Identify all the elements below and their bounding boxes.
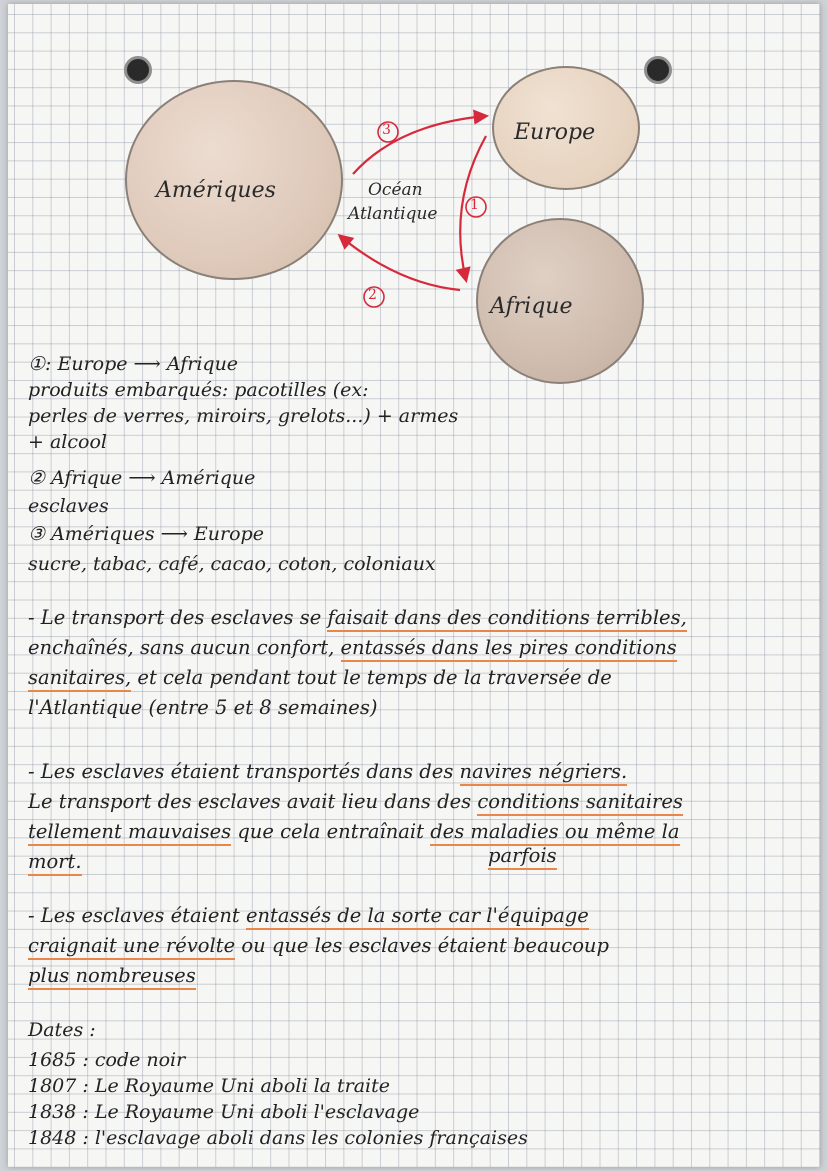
- leg1-text-line1: produits embarqués: pacotilles (ex:: [28, 379, 369, 401]
- para1-line3: sanitaires, et cela pendant tout le temps de la traversée de: [28, 666, 612, 690]
- leg1-text-line3: + alcool: [28, 431, 107, 453]
- para2-line4: mort.: [28, 850, 82, 874]
- dates-heading: Dates :: [28, 1019, 96, 1041]
- para1-line1: - Le transport des esclaves se faisait dans des conditions terribles,: [28, 606, 687, 630]
- para1-line2: enchaînés, sans aucun confort, entassés dans les pires conditions: [28, 636, 677, 660]
- map-label-europe: Europe: [514, 120, 596, 145]
- step-number-2: 2: [368, 287, 377, 303]
- leg2-heading: ② Afrique ⟶ Amérique: [28, 467, 256, 489]
- para3-line2: craignait une révolte ou que les esclaves étaient beaucoup: [28, 934, 609, 958]
- arrow-americas-to-europe: [353, 116, 486, 174]
- date-item: 1685 : code noir: [28, 1049, 186, 1071]
- step-number-3: 3: [382, 122, 391, 138]
- arrow-africa-to-americas: [340, 236, 460, 290]
- map-label-ocean-line1: Océan: [368, 180, 423, 200]
- para3-line3: plus nombreuses: [28, 964, 196, 988]
- map-label-ocean-line2: Atlantique: [348, 204, 438, 224]
- step-number-1: 1: [470, 197, 479, 213]
- map-label-americas: Amériques: [156, 178, 276, 203]
- para2-line3: tellement mauvaises que cela entraînait des maladies ou même la: [28, 820, 680, 844]
- para2-insert-parfois: parfois: [488, 844, 557, 868]
- date-item: 1848 : l'esclavage aboli dans les colonies françaises: [28, 1127, 528, 1149]
- map-label-africa: Afrique: [490, 294, 573, 319]
- date-item: 1838 : Le Royaume Uni aboli l'esclavage: [28, 1101, 420, 1123]
- leg2-text-line1: esclaves: [28, 495, 109, 517]
- notebook-page: [8, 4, 820, 1167]
- leg1-heading: ①: Europe ⟶ Afrique: [28, 353, 239, 375]
- para2-line1: - Les esclaves étaient transportés dans des navires négriers.: [28, 760, 627, 784]
- leg3-heading: ③ Amériques ⟶ Europe: [28, 523, 264, 545]
- para2-line2: Le transport des esclaves avait lieu dans des conditions sanitaires: [28, 790, 683, 814]
- para1-line4: l'Atlantique (entre 5 et 8 semaines): [28, 696, 378, 719]
- leg3-text-line1: sucre, tabac, café, cacao, coton, coloniaux: [28, 553, 436, 575]
- para3-line1: - Les esclaves étaient entassés de la sorte car l'équipage: [28, 904, 589, 928]
- date-item: 1807 : Le Royaume Uni aboli la traite: [28, 1075, 391, 1097]
- leg1-text-line2: perles de verres, miroirs, grelots...) + armes: [28, 405, 459, 427]
